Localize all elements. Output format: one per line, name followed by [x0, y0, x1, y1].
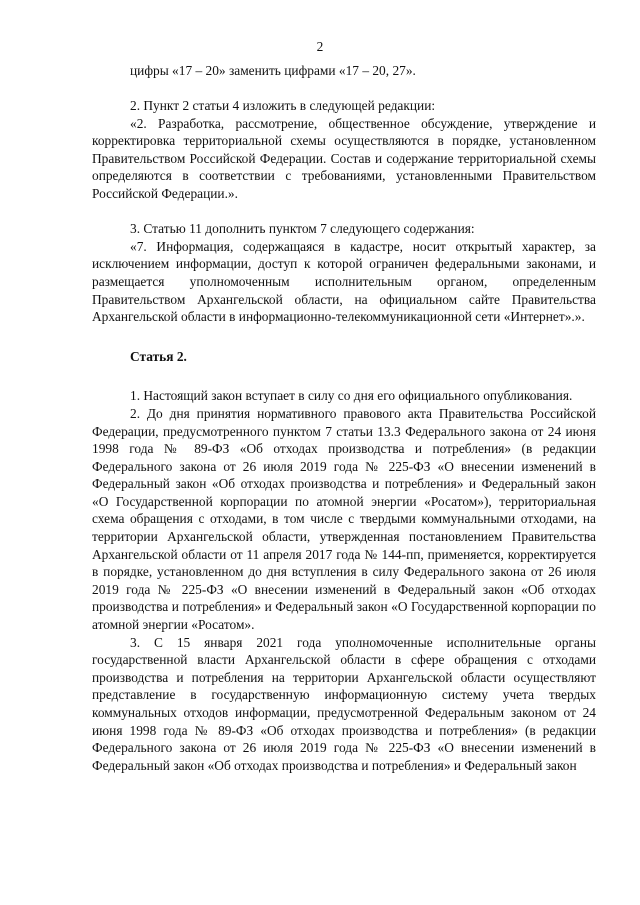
paragraph-item-3: 3. Статью 11 дополнить пунктом 7 следующего содержания: — [130, 221, 475, 237]
article-clause-1: 1. Настоящий закон вступает в силу со дня его официального опубликования. — [130, 388, 573, 404]
page-number: 2 — [316, 39, 324, 54]
paragraph-quote-2: «2. Разработка, рассмотрение, общественное обсуждение, утверждение и корректировка территориальной схемы осуществляются в порядке, установленном Правительством Российской Федерации. Состав и содержание территориальной схемы определяются в соответствии с требованиями, установленными Правительством Российской Федерации.». — [92, 115, 596, 202]
article-heading: Статья 2. — [130, 348, 187, 364]
paragraph-continuation: цифры «17 – 20» заменить цифрами «17 – 20, 27». — [130, 63, 416, 78]
document-body — [92, 62, 596, 774]
article-clause-3: 3. С 15 января 2021 года уполномоченные исполнительные органы государственной власти Архангельской области в сфере обращения с отходами производства и потребления на территории Архангельской области осуществляют представление в государственную информационную систему учета твердых коммунальных отходов информации, предусмотренной Федеральным законом от 24 июня 1998 года № 89-ФЗ «Об отходах производства и потребления» (в редакции Федерального закона от 26 июля 2019 года № 225-ФЗ «О внесении изменений в Федеральный закон «Об отходах производства и потребления» и Федеральный закон — [92, 634, 596, 773]
paragraph-quote-7: «7. Информация, содержащаяся в кадастре, носит открытый характер, за исключением информации, доступ к которой ограничен федеральными законами, и размещается уполномоченным исполнительным органом, определенным Правительством Архангельской области, на официальном сайте Правительства Архангельской области в информационно-телекоммуникационной сети «Интернет».». — [92, 238, 596, 325]
article-clause-2: 2. До дня принятия нормативного правового акта Правительства Российской Федерации, предусмотренного пунктом 7 статьи 13.3 Федерального закона от 24 июня 1998 года № 89-ФЗ «Об отходах производства и потребления» (в редакции Федерального закона от 26 июля 2019 года № 225-ФЗ «О внесении изменений в Федеральный закон «Об отходах производства и потребления» и Федеральный закон «О Государственной корпорации по атомной энергии «Росатом»), территориальная схема обращения с отходами, в том числе с твердыми коммунальными отходами, на территории Архангельской области, утвержденная постановлением Правительства Архангельской области от 11 апреля 2017 года № 144-пп, применяется, корректируется в порядке, установленном до дня вступления в силу Федерального закона от 26 июля 2019 года № 225-ФЗ «О внесении изменений в Федеральный закон «Об отходах производства и потребления» и Федеральный закон «О Государственной корпорации по атомной энергии «Росатом». — [92, 405, 596, 633]
paragraph-item-2: 2. Пункт 2 статьи 4 изложить в следующей редакции: — [130, 98, 436, 114]
